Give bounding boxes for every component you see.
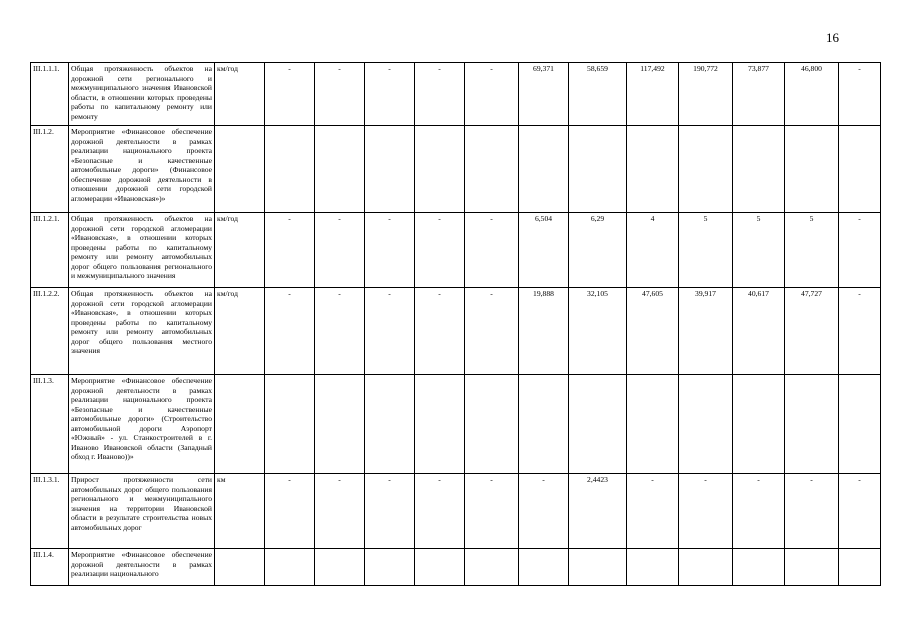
row-value-cell <box>627 126 679 213</box>
row-value-cell <box>265 549 315 586</box>
row-value-cell: 4 <box>627 213 679 288</box>
row-name: Прирост протяженности сети автомобильных дорог общего пользования регионального и межмуниципального значения на территории Ивановской области в результате строительства новых автомобильных дорог <box>69 474 215 549</box>
row-value-cell: - <box>785 474 839 549</box>
row-value-cell: - <box>415 213 465 288</box>
table-row <box>31 213 881 288</box>
row-value-cell <box>733 375 785 474</box>
row-unit: км/год <box>215 213 265 288</box>
row-value-cell <box>785 549 839 586</box>
row-value-cell <box>519 375 569 474</box>
row-name: Общая протяженность объектов на дорожной сети городской агломерации «Ивановская», в отношении которых проведены работы по капитальному ремонту или ремонту автомобильных дорог общего пользования регионального и межмуниципального значения <box>69 213 215 288</box>
row-code: III.1.2.1. <box>31 213 69 288</box>
row-code: III.1.2. <box>31 126 69 213</box>
row-value-cell <box>415 126 465 213</box>
row-value-cell: 2,4423 <box>569 474 627 549</box>
row-code: III.1.3.1. <box>31 474 69 549</box>
table-row <box>31 288 881 375</box>
row-value-cell <box>733 549 785 586</box>
row-name: Общая протяженность объектов на дорожной сети регионального и межмуниципального значения Ивановской области, в отношении которых проведены работы по капитальному ремонту или ремонту <box>69 63 215 126</box>
row-value-cell: - <box>365 213 415 288</box>
row-value-cell: - <box>415 288 465 375</box>
row-value-cell <box>679 126 733 213</box>
row-value-cell: - <box>679 474 733 549</box>
row-value-cell: - <box>365 474 415 549</box>
row-value-cell: 47,605 <box>627 288 679 375</box>
row-value-cell <box>265 126 315 213</box>
row-value-cell: 73,877 <box>733 63 785 126</box>
table-row <box>31 126 881 213</box>
row-value-cell: 39,917 <box>679 288 733 375</box>
row-unit <box>215 126 265 213</box>
row-value-cell: - <box>265 63 315 126</box>
row-value-cell: - <box>465 213 519 288</box>
row-value-cell: - <box>839 213 881 288</box>
row-value-cell: 46,800 <box>785 63 839 126</box>
row-value-cell: - <box>265 288 315 375</box>
row-value-cell: - <box>315 474 365 549</box>
row-value-cell <box>627 549 679 586</box>
row-value-cell <box>569 375 627 474</box>
row-value-cell: 5 <box>733 213 785 288</box>
row-value-cell <box>315 126 365 213</box>
row-value-cell: - <box>733 474 785 549</box>
row-value-cell <box>519 126 569 213</box>
row-value-cell <box>839 549 881 586</box>
row-value-cell: - <box>315 213 365 288</box>
row-value-cell <box>839 375 881 474</box>
row-value-cell: - <box>365 63 415 126</box>
row-name: Мероприятие «Финансовое обеспечение дорожной деятельности в рамках реализации национального проекта «Безопасные и качественные автомобильные дороги» (Финансовое обеспечение дорожной деятельности в отношении дорожной сети городской агломерации «Ивановская»)» <box>69 126 215 213</box>
row-value-cell: - <box>265 213 315 288</box>
row-value-cell: 69,371 <box>519 63 569 126</box>
page-number: 16 <box>826 30 839 45</box>
row-name: Общая протяженность объектов на дорожной сети городской агломерации «Ивановская», в отношении которых проведены работы по капитальному ремонту или ремонту автомобильных дорог общего пользования местного значения <box>69 288 215 375</box>
row-value-cell: - <box>519 474 569 549</box>
row-value-cell: 40,617 <box>733 288 785 375</box>
row-unit: км/год <box>215 63 265 126</box>
row-value-cell: - <box>315 288 365 375</box>
row-name: Мероприятие «Финансовое обеспечение дорожной деятельности в рамках реализации национального проекта «Безопасные и качественные автомобильные дороги» (Строительство автомобильной дороги Аэропорт «Южный» - ул. Станкостроителей в г. Иваново Ивановской области (Западный обход г. Иваново))» <box>69 375 215 474</box>
row-value-cell: - <box>465 474 519 549</box>
row-value-cell: - <box>265 474 315 549</box>
row-value-cell: 47,727 <box>785 288 839 375</box>
row-value-cell <box>465 549 519 586</box>
row-value-cell: 5 <box>679 213 733 288</box>
row-code: III.1.1.1. <box>31 63 69 126</box>
row-unit: км/год <box>215 288 265 375</box>
row-value-cell <box>415 549 465 586</box>
row-value-cell: - <box>365 288 415 375</box>
row-value-cell <box>265 375 315 474</box>
row-value-cell <box>733 126 785 213</box>
row-value-cell: - <box>839 474 881 549</box>
row-value-cell <box>785 126 839 213</box>
row-value-cell: 6,29 <box>569 213 627 288</box>
row-unit <box>215 375 265 474</box>
row-value-cell: - <box>839 288 881 375</box>
row-value-cell <box>627 375 679 474</box>
row-value-cell: 32,105 <box>569 288 627 375</box>
row-value-cell <box>679 549 733 586</box>
row-value-cell: - <box>465 63 519 126</box>
row-name: Мероприятие «Финансовое обеспечение дорожной деятельности в рамках реализации национального <box>69 549 215 586</box>
table-row <box>31 375 881 474</box>
row-unit <box>215 549 265 586</box>
row-value-cell <box>785 375 839 474</box>
row-value-cell: - <box>465 288 519 375</box>
row-value-cell: 58,659 <box>569 63 627 126</box>
row-value-cell <box>465 375 519 474</box>
row-value-cell <box>365 126 415 213</box>
row-value-cell <box>365 375 415 474</box>
row-value-cell: 117,492 <box>627 63 679 126</box>
row-value-cell: 19,888 <box>519 288 569 375</box>
row-value-cell: 190,772 <box>679 63 733 126</box>
row-value-cell <box>315 375 365 474</box>
row-value-cell: - <box>315 63 365 126</box>
row-value-cell: 6,504 <box>519 213 569 288</box>
row-value-cell: - <box>415 474 465 549</box>
row-value-cell <box>315 549 365 586</box>
row-value-cell <box>365 549 415 586</box>
row-value-cell <box>569 126 627 213</box>
row-code: III.1.2.2. <box>31 288 69 375</box>
indicators-table <box>30 62 881 586</box>
table-row <box>31 63 881 126</box>
row-value-cell <box>569 549 627 586</box>
row-code: III.1.3. <box>31 375 69 474</box>
row-value-cell: - <box>627 474 679 549</box>
row-value-cell <box>465 126 519 213</box>
row-value-cell <box>415 375 465 474</box>
row-value-cell <box>519 549 569 586</box>
row-unit: км <box>215 474 265 549</box>
table-row <box>31 474 881 549</box>
row-value-cell: - <box>415 63 465 126</box>
table-row <box>31 549 881 586</box>
row-code: III.1.4. <box>31 549 69 586</box>
row-value-cell <box>679 375 733 474</box>
row-value-cell <box>839 126 881 213</box>
row-value-cell: - <box>839 63 881 126</box>
row-value-cell: 5 <box>785 213 839 288</box>
